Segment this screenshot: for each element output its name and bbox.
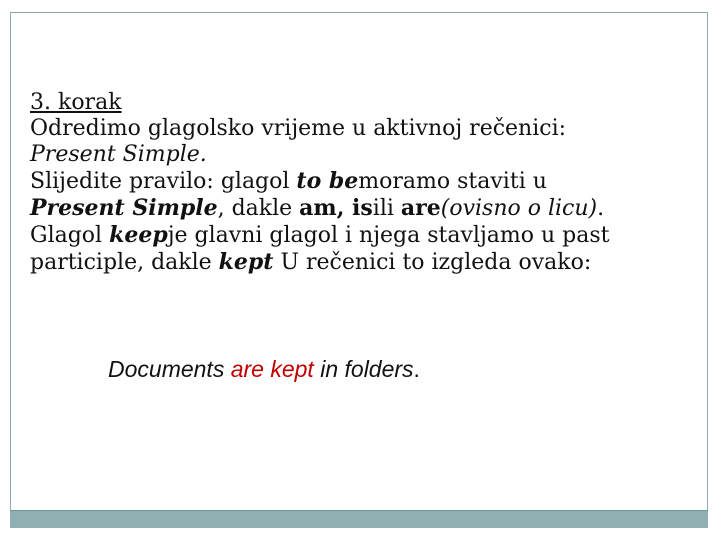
example-period: .	[413, 356, 420, 382]
step-title: 3. korak	[30, 90, 122, 115]
rule-text-4: ili	[372, 196, 401, 221]
paragraph-1-tense: Present Simple.	[30, 142, 207, 167]
rule-text-5: .	[597, 196, 605, 221]
verb-to-be: to be	[296, 168, 359, 194]
verb-keep: keep	[109, 222, 168, 248]
person-note: (ovisno o licu)	[440, 196, 598, 221]
example-rest: in folders	[313, 356, 414, 382]
paragraph-1-line-1: Odredimo glagolsko vrijeme u aktivnoj rečenici:	[30, 116, 567, 141]
paragraph-3-line-1	[30, 222, 690, 249]
paragraph-2-line-2	[30, 195, 690, 222]
example-sentence	[108, 356, 420, 383]
rule-text: Slijedite pravilo: glagol	[30, 169, 297, 194]
forms-am-is: am, is	[299, 195, 373, 221]
main-verb-text-2: je glavni glagol i njega stavljamo u past	[167, 223, 610, 248]
paragraph-3-line-2	[30, 249, 690, 276]
example-passive-verb: are kept	[230, 356, 314, 382]
slide-content	[30, 90, 690, 276]
example-subject: Documents	[108, 356, 231, 382]
tense-present-simple: Present Simple	[30, 195, 218, 221]
participle-text-2: U rečenici to izgleda ovako:	[273, 250, 592, 275]
form-are: are	[400, 195, 441, 221]
main-verb-text: Glagol	[30, 223, 110, 248]
paragraph-2-line-1	[30, 168, 690, 195]
participle-text: participle, dakle	[30, 250, 219, 275]
rule-text-3: , dakle	[217, 196, 300, 221]
rule-text-2: moramo staviti u	[358, 169, 547, 194]
verb-kept: kept	[218, 249, 274, 275]
slide-bottom-bar	[10, 510, 708, 528]
